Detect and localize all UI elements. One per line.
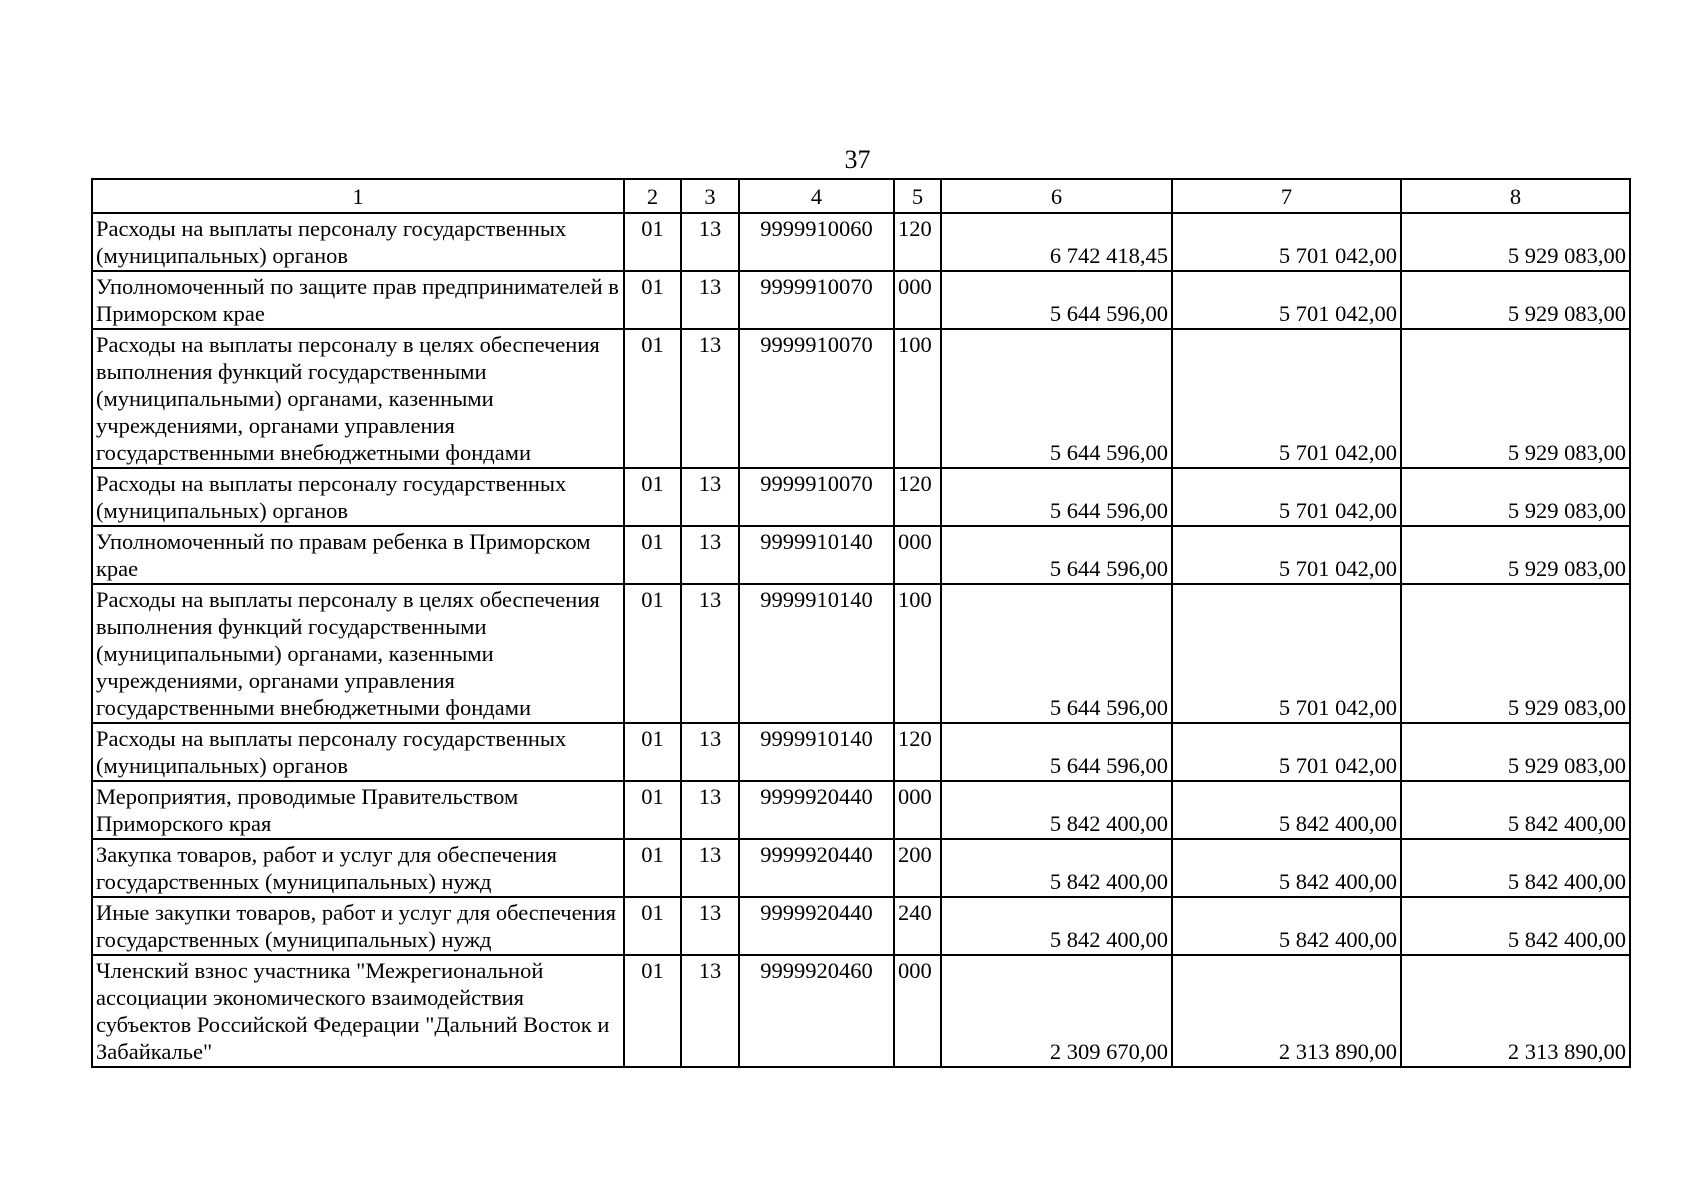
table-row	[92, 329, 1630, 468]
target-item-code: 9999920440	[739, 897, 894, 955]
amount-col7: 5 701 042,00	[1172, 329, 1401, 468]
target-item-code: 9999920460	[739, 955, 894, 1067]
page-number: 37	[844, 145, 871, 174]
target-item-code: 9999910070	[739, 329, 894, 468]
expense-name: Иные закупки товаров, работ и услуг для обеспечения государственных (муниципальных) нужд	[92, 897, 624, 955]
amount-col6: 5 644 596,00	[941, 271, 1172, 329]
amount-col6: 5 644 596,00	[941, 584, 1172, 723]
expense-name: Закупка товаров, работ и услуг для обеспечения государственных (муниципальных) нужд	[92, 839, 624, 897]
target-item-code: 9999910070	[739, 271, 894, 329]
column-header: 7	[1172, 179, 1401, 213]
budget-table	[91, 178, 1631, 1068]
column-header: 1	[92, 179, 624, 213]
header-row	[92, 179, 1630, 213]
column-header: 4	[739, 179, 894, 213]
target-item-code: 9999910060	[739, 213, 894, 271]
target-item-code: 9999910140	[739, 526, 894, 584]
table-row	[92, 897, 1630, 955]
expense-name: Расходы на выплаты персоналу государственных (муниципальных) органов	[92, 723, 624, 781]
expense-type-code: 100	[894, 329, 941, 468]
expense-name: Расходы на выплаты персоналу государственных (муниципальных) органов	[92, 468, 624, 526]
amount-col8: 5 929 083,00	[1401, 468, 1630, 526]
table-row	[92, 781, 1630, 839]
amount-col8: 5 842 400,00	[1401, 839, 1630, 897]
amount-col7: 5 701 042,00	[1172, 723, 1401, 781]
section-code: 01	[624, 271, 681, 329]
amount-col6: 5 644 596,00	[941, 329, 1172, 468]
amount-col8: 5 842 400,00	[1401, 897, 1630, 955]
section-code: 01	[624, 955, 681, 1067]
expense-name: Членский взнос участника "Межрегиональной ассоциации экономического взаимодействия субъектов Российской Федерации "Дальний Восток и Забайкалье"	[92, 955, 624, 1067]
expense-name: Расходы на выплаты персоналу в целях обеспечения выполнения функций государственными (муниципальными) органами, казенными учреждениями, органами управления государственными внебюджетными фондами	[92, 329, 624, 468]
expense-name: Мероприятия, проводимые Правительством Приморского края	[92, 781, 624, 839]
target-item-code: 9999920440	[739, 781, 894, 839]
amount-col7: 5 701 042,00	[1172, 584, 1401, 723]
amount-col8: 5 929 083,00	[1401, 329, 1630, 468]
amount-col8: 5 929 083,00	[1401, 584, 1630, 723]
section-code: 01	[624, 781, 681, 839]
amount-col8: 5 929 083,00	[1401, 526, 1630, 584]
amount-col8: 5 929 083,00	[1401, 271, 1630, 329]
column-header: 6	[941, 179, 1172, 213]
expense-name: Уполномоченный по защите прав предпринимателей в Приморском крае	[92, 271, 624, 329]
table-row	[92, 839, 1630, 897]
subsection-code: 13	[681, 723, 739, 781]
expense-name: Уполномоченный по правам ребенка в Приморском крае	[92, 526, 624, 584]
subsection-code: 13	[681, 897, 739, 955]
subsection-code: 13	[681, 955, 739, 1067]
subsection-code: 13	[681, 271, 739, 329]
amount-col8: 5 929 083,00	[1401, 213, 1630, 271]
amount-col8: 5 929 083,00	[1401, 723, 1630, 781]
expense-type-code: 000	[894, 271, 941, 329]
amount-col8: 2 313 890,00	[1401, 955, 1630, 1067]
expense-type-code: 000	[894, 955, 941, 1067]
amount-col6: 5 644 596,00	[941, 468, 1172, 526]
expense-type-code: 120	[894, 213, 941, 271]
target-item-code: 9999920440	[739, 839, 894, 897]
amount-col8: 5 842 400,00	[1401, 781, 1630, 839]
subsection-code: 13	[681, 329, 739, 468]
target-item-code: 9999910140	[739, 584, 894, 723]
table-row	[92, 526, 1630, 584]
section-code: 01	[624, 329, 681, 468]
subsection-code: 13	[681, 526, 739, 584]
amount-col6: 5 644 596,00	[941, 526, 1172, 584]
amount-col7: 5 701 042,00	[1172, 213, 1401, 271]
subsection-code: 13	[681, 468, 739, 526]
subsection-code: 13	[681, 584, 739, 723]
expense-type-code: 200	[894, 839, 941, 897]
section-code: 01	[624, 526, 681, 584]
expense-type-code: 120	[894, 468, 941, 526]
column-header: 2	[624, 179, 681, 213]
column-header: 5	[894, 179, 941, 213]
expense-type-code: 120	[894, 723, 941, 781]
amount-col7: 5 701 042,00	[1172, 271, 1401, 329]
subsection-code: 13	[681, 213, 739, 271]
amount-col7: 5 701 042,00	[1172, 526, 1401, 584]
subsection-code: 13	[681, 781, 739, 839]
column-header: 8	[1401, 179, 1630, 213]
section-code: 01	[624, 897, 681, 955]
section-code: 01	[624, 839, 681, 897]
section-code: 01	[624, 468, 681, 526]
table-row	[92, 213, 1630, 271]
amount-col7: 5 842 400,00	[1172, 781, 1401, 839]
amount-col7: 5 701 042,00	[1172, 468, 1401, 526]
amount-col6: 5 644 596,00	[941, 723, 1172, 781]
section-code: 01	[624, 584, 681, 723]
expense-type-code: 100	[894, 584, 941, 723]
amount-col7: 5 842 400,00	[1172, 897, 1401, 955]
target-item-code: 9999910140	[739, 723, 894, 781]
expense-name: Расходы на выплаты персоналу государственных (муниципальных) органов	[92, 213, 624, 271]
section-code: 01	[624, 213, 681, 271]
table-row	[92, 468, 1630, 526]
table-row	[92, 271, 1630, 329]
section-code: 01	[624, 723, 681, 781]
table-row	[92, 584, 1630, 723]
table-row	[92, 955, 1630, 1067]
expense-type-code: 000	[894, 526, 941, 584]
amount-col7: 2 313 890,00	[1172, 955, 1401, 1067]
amount-col6: 5 842 400,00	[941, 839, 1172, 897]
expense-type-code: 000	[894, 781, 941, 839]
subsection-code: 13	[681, 839, 739, 897]
expense-name: Расходы на выплаты персоналу в целях обеспечения выполнения функций государственными (муниципальными) органами, казенными учреждениями, органами управления государственными внебюджетными фондами	[92, 584, 624, 723]
amount-col6: 5 842 400,00	[941, 897, 1172, 955]
amount-col6: 5 842 400,00	[941, 781, 1172, 839]
table-row	[92, 723, 1630, 781]
target-item-code: 9999910070	[739, 468, 894, 526]
amount-col6: 2 309 670,00	[941, 955, 1172, 1067]
expense-type-code: 240	[894, 897, 941, 955]
amount-col7: 5 842 400,00	[1172, 839, 1401, 897]
amount-col6: 6 742 418,45	[941, 213, 1172, 271]
column-header: 3	[681, 179, 739, 213]
